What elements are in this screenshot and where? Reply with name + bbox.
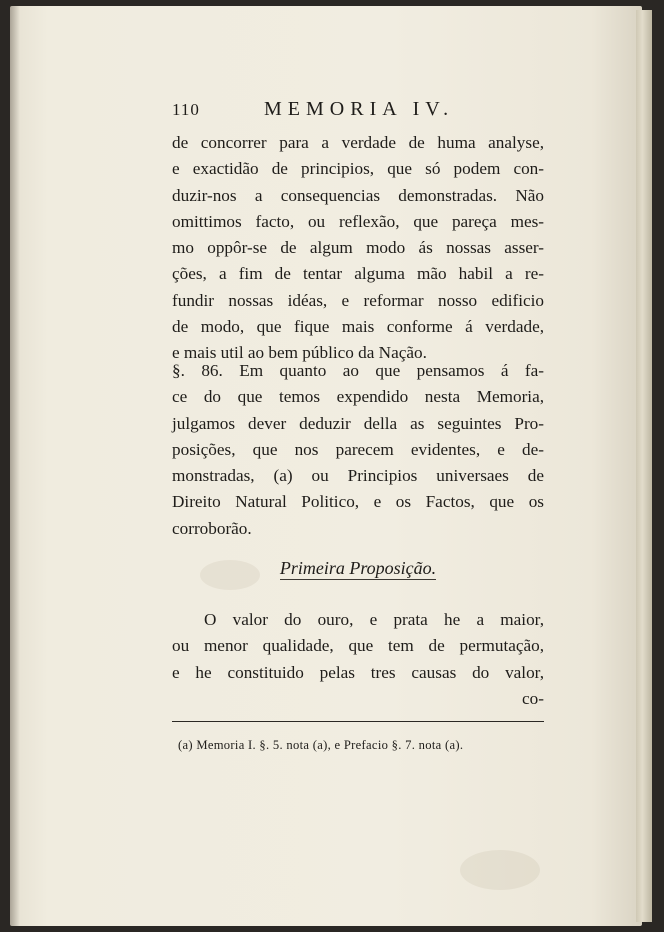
binding-shadow (10, 6, 20, 926)
text-line: julgamos dever deduzir della as seguintes Pro- (172, 413, 544, 433)
paragraph-1 (172, 130, 544, 367)
footnote: (a) Memoria I. §. 5. nota (a), e Prefacio §. 7. nota (a). (178, 738, 464, 752)
text-line: omittimos facto, ou reflexão, que pareça mes- (172, 211, 544, 231)
text-line: O valor do ouro, e prata he a maior, (204, 610, 544, 629)
text-line: de modo, que fique mais conforme á verdade, (172, 317, 544, 337)
paper-stain (460, 850, 540, 890)
text-line: ou menor qualidade, que tem de permutação, (172, 636, 544, 656)
text-line: e he constituido pelas tres causas do valor, (172, 662, 544, 682)
text-line: e exactidão de principios, que só podem con- (172, 159, 544, 179)
text-line: fundir nossas idéas, e reformar nosso edificio (172, 290, 544, 310)
paragraph-2 (172, 358, 544, 542)
text-line: Direito Natural Politico, e os Factos, que os (172, 492, 544, 512)
page-number: 110 (172, 100, 200, 119)
footnote-rule (172, 721, 544, 722)
running-title: MEMORIA IV. (264, 98, 455, 120)
text-line: ções, a fim de tentar alguma mão habil a re- (172, 264, 544, 284)
text-line: de concorrer para a verdade de huma analyse, (172, 133, 544, 152)
running-header (172, 100, 552, 124)
section-heading (172, 558, 544, 579)
catchword: co- (522, 688, 544, 708)
text-line: ce do que temos expendido nesta Memoria, (172, 387, 544, 407)
text-line: posições, que nos parecem evidentes, e de- (172, 439, 544, 459)
text-line: duzir-nos a consequencias demonstradas. Não (172, 185, 544, 205)
text-line: e mais util ao bem público da Nação. (172, 343, 427, 363)
section-heading-text: Primeira Proposição. (279, 558, 437, 578)
paragraph-3 (172, 607, 544, 712)
text-line: §. 86. Em quanto ao que pensamos á fa- (172, 361, 544, 380)
text-line: monstradas, (a) ou Principios universaes de (172, 466, 544, 486)
text-line: corroborão. (172, 518, 252, 538)
page-stack-edge (636, 10, 652, 922)
text-line: mo oppôr-se de algum modo ás nossas asser- (172, 238, 544, 258)
